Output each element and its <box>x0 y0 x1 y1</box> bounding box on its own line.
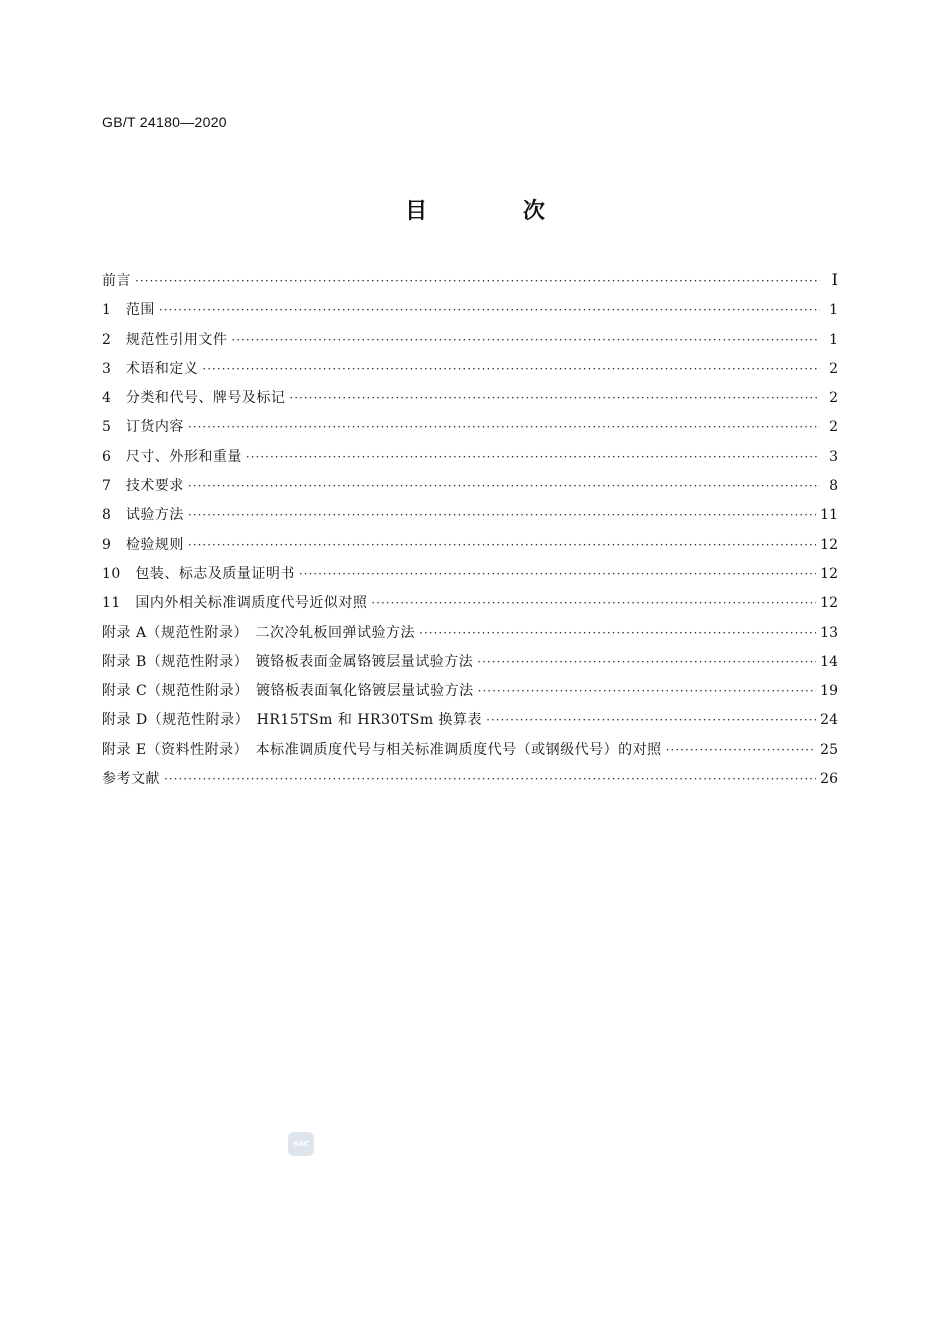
toc-entry-label: 10 包装、标志及质量证明书 <box>102 565 295 582</box>
dot-leader <box>188 508 816 522</box>
toc-entry-page: 25 <box>820 741 838 758</box>
standard-code: GB/T 24180—2020 <box>102 114 227 130</box>
dot-leader <box>419 626 816 640</box>
toc-entry-bibliography[interactable] <box>102 768 838 797</box>
dot-leader <box>164 772 816 786</box>
toc-entry-annex-c[interactable] <box>102 680 838 709</box>
toc-entry-label: 前言 <box>102 273 131 289</box>
toc-entry-page: 8 <box>829 478 838 495</box>
toc-entry-page: 2 <box>829 360 838 377</box>
toc-entry-6[interactable] <box>102 446 838 475</box>
toc-entry-label: 参考文献 <box>102 771 160 788</box>
toc-entry-page: 2 <box>829 419 838 436</box>
toc-entry-label: 附录 A（规范性附录） 二次冷轧板回弹试验方法 <box>102 624 416 641</box>
toc-entry-page: 19 <box>820 683 838 700</box>
toc-entry-label: 附录 E（资料性附录） 本标准调质度代号与相关标准调质度代号（或钢级代号）的对照 <box>102 741 662 758</box>
toc-entry-page: 12 <box>820 595 838 612</box>
dot-leader <box>289 391 820 405</box>
toc-entry-2[interactable] <box>102 329 838 358</box>
toc-entry-page: 11 <box>820 507 838 524</box>
toc-entry-page: 26 <box>820 771 838 788</box>
toc-entry-label: 7 技术要求 <box>102 478 184 495</box>
toc-entry-label: 9 检验规则 <box>102 536 184 553</box>
toc-entry-label: 3 术语和定义 <box>102 360 199 377</box>
toc-entry-annex-b[interactable] <box>102 651 838 680</box>
toc-entry-page: 24 <box>820 712 838 729</box>
dot-leader <box>188 479 820 493</box>
toc-entry-page: 14 <box>820 653 838 670</box>
dot-leader <box>188 538 816 552</box>
toc-entry-label: 11 国内外相关标准调质度代号近似对照 <box>102 595 368 612</box>
toc-entry-7[interactable] <box>102 475 838 504</box>
toc-entry-page: 12 <box>820 565 838 582</box>
page-title: 目 次 <box>405 199 589 224</box>
dot-leader <box>188 420 820 434</box>
toc-entry-page: 2 <box>829 390 838 407</box>
toc-entry-annex-d[interactable] <box>102 709 838 738</box>
toc-entry-10[interactable] <box>102 563 838 592</box>
toc-entry-label: 4 分类和代号、牌号及标记 <box>102 390 286 407</box>
toc-entry-label: 8 试验方法 <box>102 507 184 524</box>
dot-leader <box>246 450 820 464</box>
toc-entry-annex-e[interactable] <box>102 739 838 768</box>
toc-entry-label: 附录 D（规范性附录） HR15TSm 和 HR30TSm 换算表 <box>102 712 483 729</box>
toc-entry-page: 1 <box>829 302 838 319</box>
dot-leader <box>135 274 820 288</box>
sac-watermark-logo: SAC <box>288 1132 314 1156</box>
toc-entry-page: I <box>831 270 838 289</box>
dot-leader <box>159 303 820 317</box>
toc-entry-9[interactable] <box>102 534 838 563</box>
toc-entry-5[interactable] <box>102 416 838 445</box>
dot-leader <box>371 596 816 610</box>
toc-entry-label: 附录 B（规范性附录） 镀铬板表面金属铬镀层量试验方法 <box>102 653 474 670</box>
dot-leader <box>477 655 816 669</box>
dot-leader <box>231 333 820 347</box>
toc-entry-8[interactable] <box>102 504 838 533</box>
toc-entry-11[interactable] <box>102 592 838 621</box>
toc-entry-label: 6 尺寸、外形和重量 <box>102 448 242 465</box>
toc-entry-page: 1 <box>829 331 838 348</box>
toc-entry-page: 12 <box>820 536 838 553</box>
toc-entry-page: 3 <box>829 448 838 465</box>
dot-leader <box>478 684 817 698</box>
toc-entry-1[interactable] <box>102 299 838 328</box>
toc-entry-annex-a[interactable] <box>102 622 838 651</box>
dot-leader <box>666 743 817 757</box>
toc-entry-foreword[interactable] <box>102 270 838 299</box>
toc-entry-4[interactable] <box>102 387 838 416</box>
toc-entry-3[interactable] <box>102 358 838 387</box>
toc-entry-label: 2 规范性引用文件 <box>102 331 228 348</box>
toc-entry-label: 5 订货内容 <box>102 419 184 436</box>
table-of-contents <box>102 270 838 797</box>
dot-leader <box>202 362 820 376</box>
toc-entry-label: 1 范围 <box>102 302 155 319</box>
dot-leader <box>486 713 816 727</box>
toc-entry-label: 附录 C（规范性附录） 镀铬板表面氧化铬镀层量试验方法 <box>102 683 474 700</box>
dot-leader <box>299 567 816 581</box>
toc-entry-page: 13 <box>820 624 838 641</box>
